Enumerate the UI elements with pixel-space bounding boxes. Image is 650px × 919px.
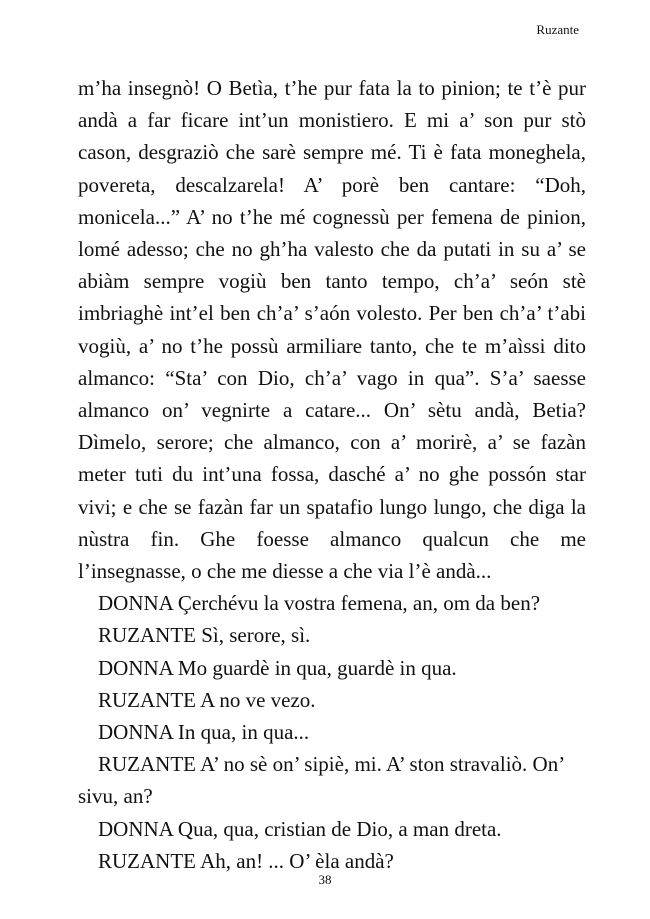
page-number: 38 xyxy=(318,872,332,887)
running-head: Ruzante xyxy=(536,22,579,37)
dialogue-line: RUZANTE A no ve vezo. xyxy=(98,687,316,712)
dialogue-line: DONNA In qua, in qua... xyxy=(98,720,310,745)
text-block xyxy=(78,72,586,877)
dialogue-line: RUZANTE Ah, an! ... O’ èla andà? xyxy=(98,848,394,873)
dialogue-line: RUZANTE A’ no sè on’ sipiè, mi. A’ ston stravaliò. On’ sivu, an? xyxy=(78,752,564,809)
dialogue-line: DONNA Mo guardè in qua, guardè in qua. xyxy=(98,655,457,680)
monologue-paragraph: m’ha insegnò! O Betìa, t’he pur fata la to pinion; te t’è pur andà a far ficare int’un monistiero. E mi a’ son pur stò cason, desgraziò che sarè sempre mé. Ti è fata moneghela, povereta, descalzarela! A’ porè ben cantare: “Doh, monicela...” A’ no t’he mé cognessù per femena de pinion, lomé adesso; che no gh’ha valesto che da putati in su a’ se abiàm sempre vogiù ben tanto tempo, ch’a’ seón stè imbriaghè int’el ben ch’a’ s’aón volesto. Per ben ch’a’ t’abi vogiù, a’ no t’he possù armiliare tanto, che te m’aìssi dito almanco: “Sta’ con Dio, ch’a’ vago in qua”. S’a’ saesse almanco on’ vegnirte a catare... On’ sètu andà, Betia? Dìmelo, serore; che almanco, con a’ morirè, a’ se fazàn meter tuti du int’una fossa, dasché a’ no ghe possón star vivi; e che se fazàn far un spatafio lungo lungo, che diga la nùstra fin. Ghe foesse almanco qualcun che me l’insegnasse, o che me diesse a che via l’è andà... xyxy=(78,76,586,584)
dialogue-line: RUZANTE Sì, serore, sì. xyxy=(98,623,311,648)
dialogue-line: DONNA Qua, qua, cristian de Dio, a man dreta. xyxy=(98,816,502,841)
dialogue-line: DONNA Çerchévu la vostra femena, an, om da ben? xyxy=(98,591,541,616)
